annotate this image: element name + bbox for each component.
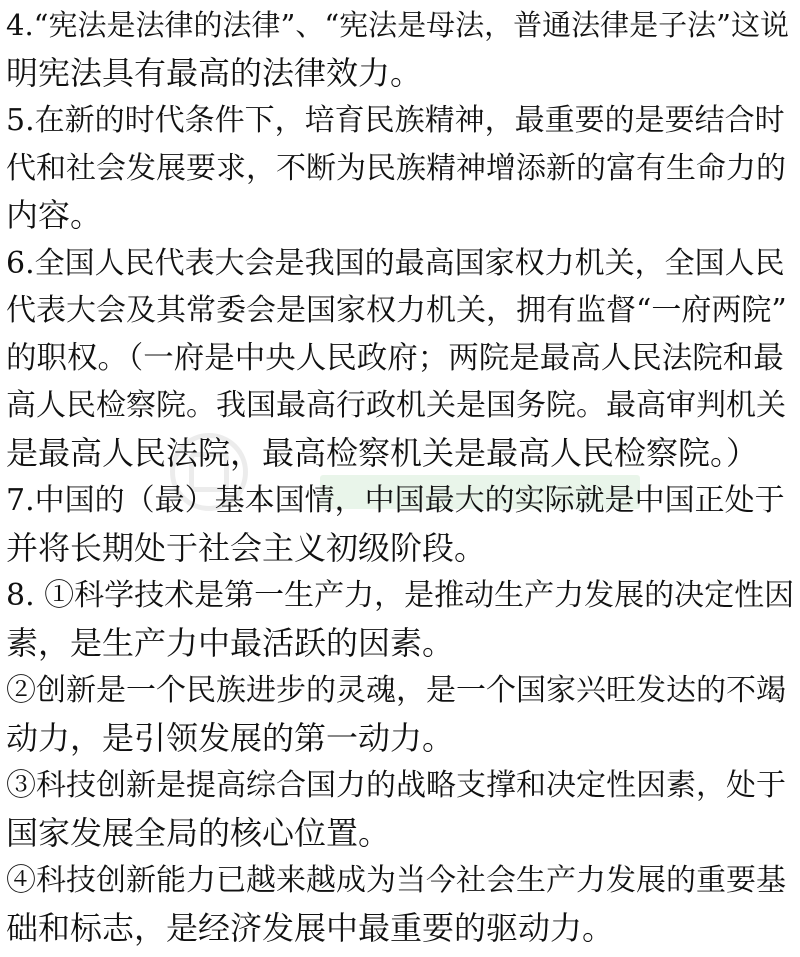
text-line: 4.“宪法是法律的法律”、“宪法是母法，普通法律是子法”这说 xyxy=(6,8,789,42)
text-line: 8. ①科学技术是第一生产力，是推动生产力发展的决定性因 xyxy=(6,578,795,613)
text-line: 础和标志，是经济发展中最重要的驱动力。 xyxy=(6,908,615,947)
text-line: ④科技创新能力已越来越成为当今社会生产力发展的重要基 xyxy=(6,863,786,898)
text-line: 代和社会发展要求，不断为民族精神增添新的富有生命力的 xyxy=(6,150,786,186)
text-line: 内容。 xyxy=(6,196,103,234)
text-line: 是最高人民法院，最高检察机关是最高人民检察院。） xyxy=(6,433,759,472)
text-line: 代表大会及其常委会是国家权力机关，拥有监督“一府两院” xyxy=(6,293,787,328)
text-line: ②创新是一个民族进步的灵魂，是一个国家兴旺发达的不竭 xyxy=(6,673,786,708)
document-text xyxy=(6,2,796,952)
text-line: 高人民检察院。我国最高行政机关是国务院。最高审判机关 xyxy=(6,388,786,423)
text-line: 并将长期处于社会主义初级阶段。 xyxy=(6,528,487,567)
text-line: 5.在新的时代条件下，培育民族精神，最重要的是要结合时 xyxy=(6,103,785,138)
text-line: 明宪法具有最高的法律效力。 xyxy=(6,53,423,92)
text-line: 国家发展全局的核心位置。 xyxy=(6,813,391,852)
text-line: 动力，是引领发展的第一动力。 xyxy=(6,718,455,757)
text-line: 素，是生产力中最活跃的因素。 xyxy=(6,623,455,662)
text-line: ③科技创新是提高综合国力的战略支撑和决定性因素，处于 xyxy=(6,768,786,803)
text-line: 6.全国人民代表大会是我国的最高国家权力机关，全国人民 xyxy=(6,245,785,281)
text-line: 7.中国的（最）基本国情，中国最大的实际就是中国正处于 xyxy=(6,483,785,518)
text-line: 的职权。（一府是中央人民政府；两院是最高人民法院和最 xyxy=(6,340,784,376)
